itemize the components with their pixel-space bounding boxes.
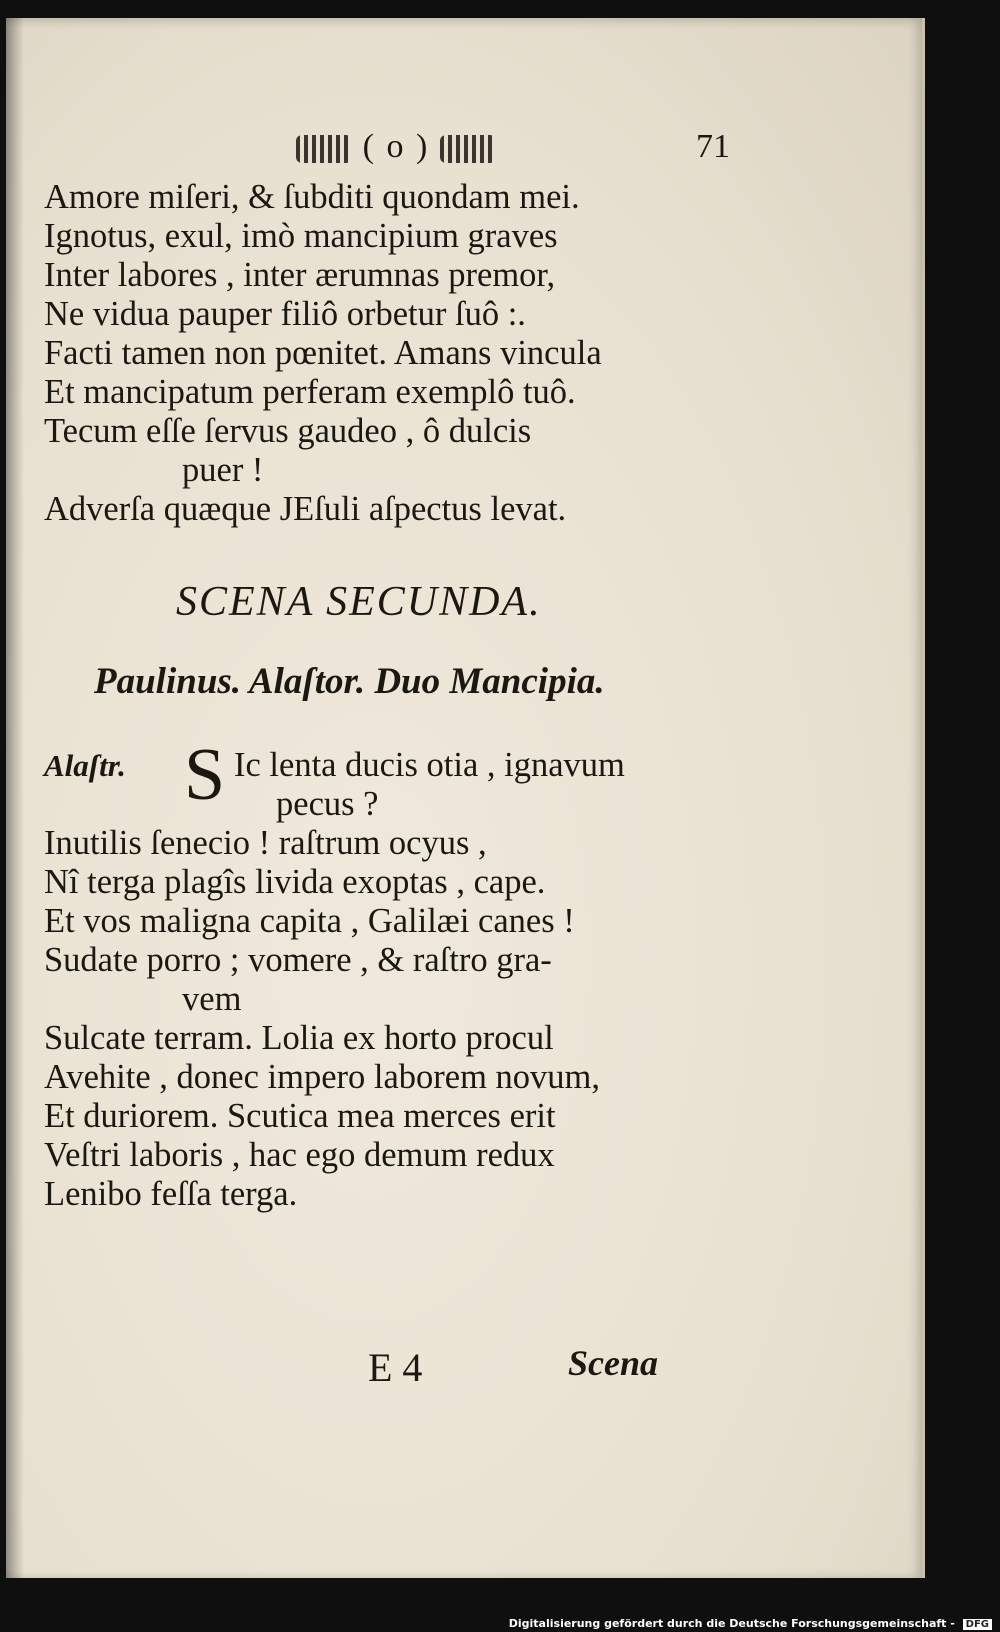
verse-line: Ne vidua pauper filiô orbetur ſuô :. [44, 295, 526, 333]
dfg-logo-icon: DFG [963, 1619, 992, 1630]
drop-cap: S [184, 734, 226, 816]
catchword: Scena [568, 1343, 658, 1383]
verse-line: Tecum eſſe ſervus gaudeo , ô dulcis [44, 412, 532, 450]
dialogue-first-line [44, 746, 126, 785]
verse-line: Facti tamen non pœnitet. Amans vincula [44, 334, 602, 372]
verse-line: Amore miſeri, & ſubditi quondam mei. [44, 178, 580, 216]
left-ornament-icon [296, 135, 352, 163]
verse-line: Inter labores , inter ærumnas premor, [44, 256, 556, 294]
scene-title: SCENA SECUNDA. [176, 579, 542, 625]
spine-shadow [6, 18, 24, 1578]
book-page [6, 18, 925, 1578]
speaker-label: Alaſtr. [44, 748, 126, 783]
verse-line: Et vos maligna capita , Galilæi canes ! [44, 902, 575, 940]
dramatis-personae: Paulinus. Alaſtor. Duo Mancipia. [94, 661, 605, 702]
verse-line: Inutilis ſenecio ! raſtrum ocyus , [44, 824, 487, 862]
verse-line: Avehite , donec impero laborem novum, [44, 1058, 600, 1096]
dialogue-line: Ic lenta ducis otia , ignavum [234, 746, 625, 784]
dialogue-line: pecus ? [276, 785, 379, 823]
digitization-credit [509, 1617, 992, 1630]
page-header-ornament [266, 128, 526, 166]
signature-mark: E 4 [368, 1345, 423, 1390]
right-ornament-icon [440, 135, 496, 163]
verse-line: Veſtri laboris , hac ego demum redux [44, 1136, 555, 1174]
credit-text: Digitalisierung gefördert durch die Deutsche Forschungsgemeinschaft - [508, 1617, 955, 1630]
verse-line: Lenibo feſſa terga. [44, 1175, 298, 1213]
verse-line: Et duriorem. Scutica mea merces erit [44, 1097, 556, 1135]
page-number: 71 [696, 128, 730, 165]
verse-line: vem [182, 980, 242, 1018]
verse-line: Nî terga plagîs livida exoptas , cape. [44, 863, 546, 901]
verse-line: Ignotus, exul, imò mancipium graves [44, 217, 558, 255]
verse-line: Sulcate terram. Lolia ex horto procul [44, 1019, 554, 1057]
verse-line: Et mancipatum perferam exemplô tuô. [44, 373, 576, 411]
header-ornament-text: ( o ) [362, 128, 430, 165]
verse-line: Sudate porro ; vomere , & raſtro gra- [44, 941, 552, 979]
verse-line: Adverſa quæque JEſuli aſpectus levat. [44, 490, 567, 528]
verse-line: puer ! [182, 451, 264, 489]
